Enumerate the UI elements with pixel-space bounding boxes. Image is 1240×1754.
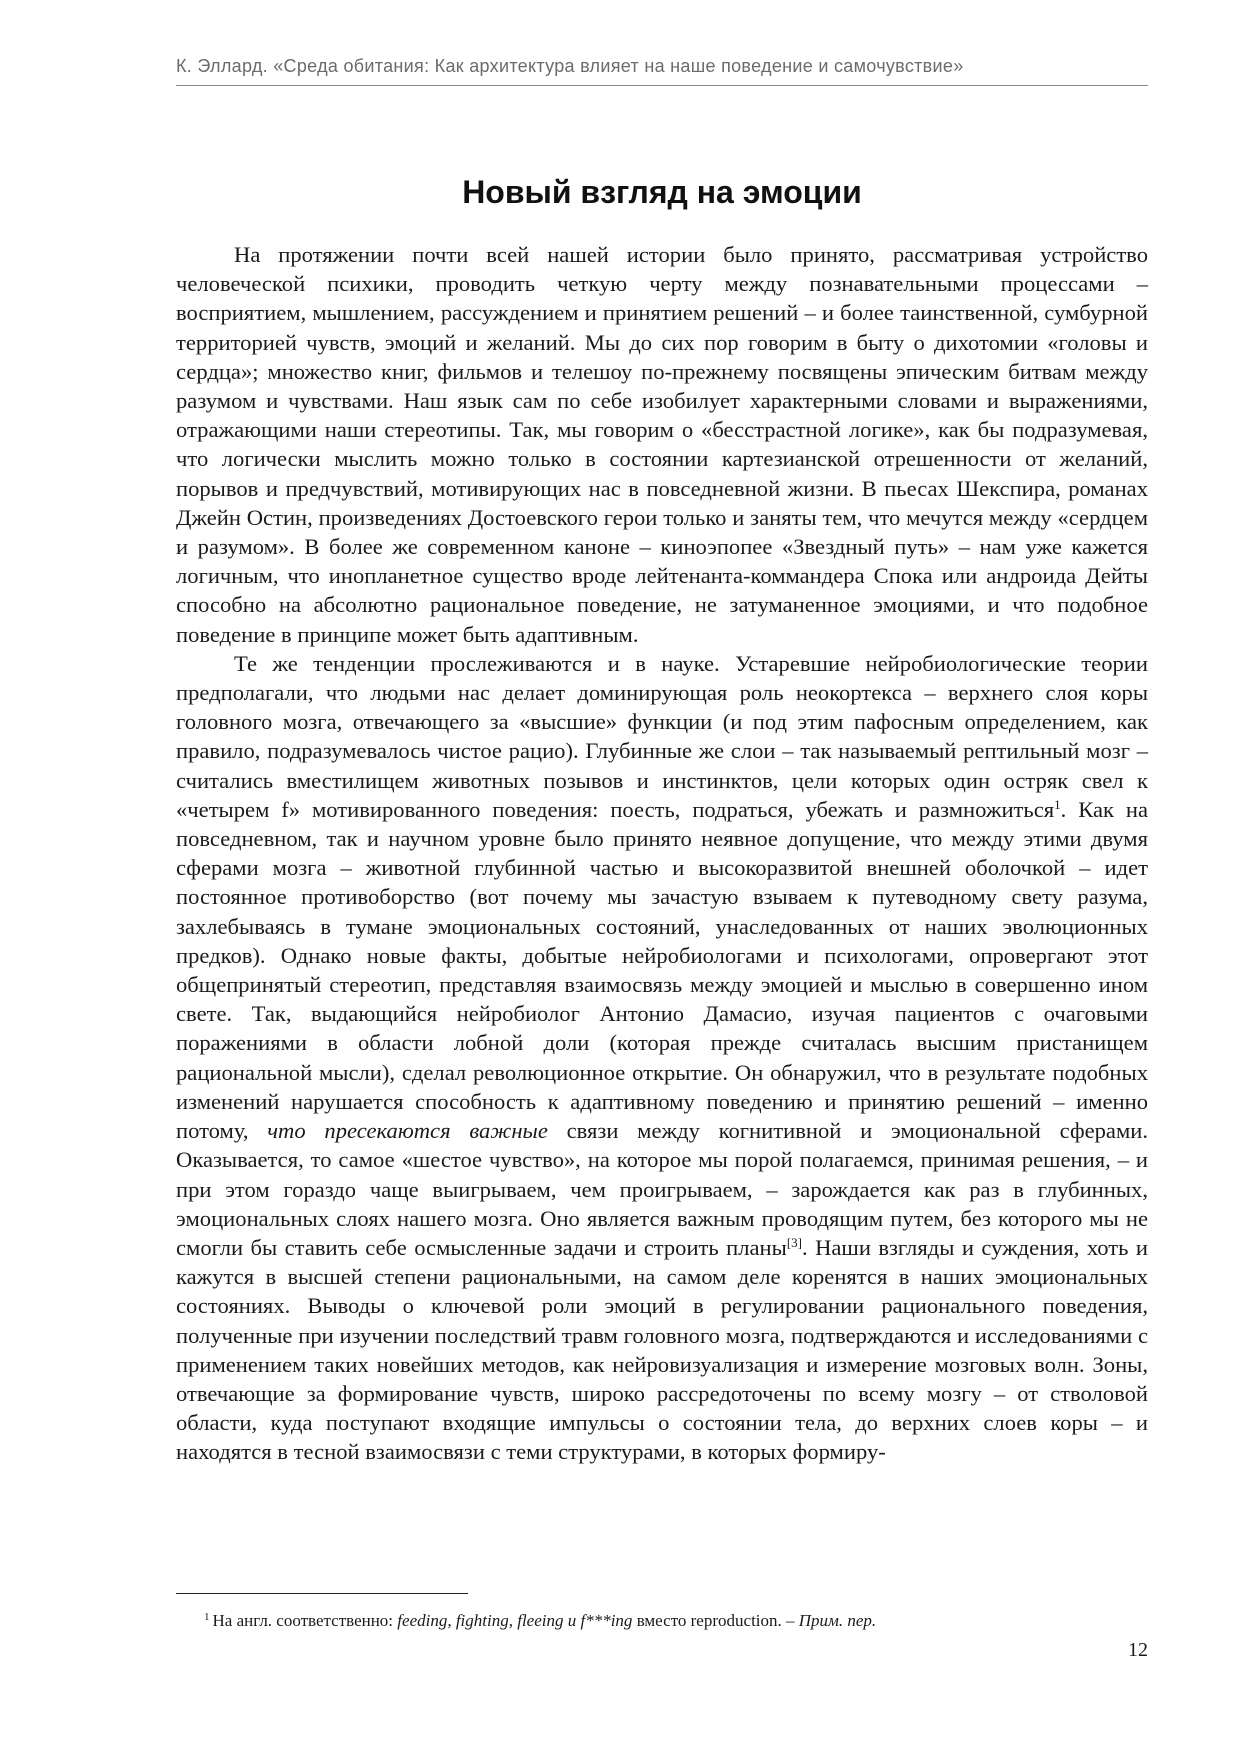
emphasis-text: что пресекаются важные [267,1118,548,1144]
footnote [204,1610,1144,1632]
paragraph-2-part-a: Те же тенденции прослеживаются и в науке. Устаревшие нейробиологические теории предполагали, что людьми нас делает доминирующая роль неокортекса – верхнего слоя коры головного мозга, отвечающего за «высшие» функции (и под этим пафосным определением, как правило, подразумевалось чистое рацио). Глубинные же слои – так называемый рептильный мозг – считались вместилищем животных позывов и инстинктов, цели которых один остряк свел к «четырем f» мотивированного поведения: поесть, подраться, убежать и размножиться [176,650,1148,822]
paragraph-1: На протяжении почти всей нашей истории было принято, рассматривая устройство человеческой психики, проводить четкую черту между познавательными процессами – восприятием, мышлением, рассуждением и принятием решений – и более таинственной, сумбурной территорией чувств, эмоций и желаний. Мы до сих пор говорим в быту о дихотомии «головы и сердца»; множество книг, фильмов и телешоу по-прежнему посвящены эпическим битвам между разумом и чувствами. Наш язык сам по себе изобилует характерными словами и выражениями, отражающими наши стереотипы. Так, мы говорим о «бесстрастной логике», как бы подразумевая, что логически мыслить можно только в состоянии картезианской отрешенности от желаний, порывов и предчувствий, мотивирующих нас в повседневной жизни. В пьесах Шекспира, романах Джейн Остин, произведениях Достоевского герои только и заняты тем, что мечутся между «сердцем и разумом». В более же современном каноне – киноэпопее «Звездный путь» – нам уже кажется логичным, что инопланетное существо вроде лейтенанта-коммандера Спока или андроида Дейты способно на абсолютно рациональное поведение, не затуманенное эмоциями, и что подобное поведение в принципе может быть адаптивным. [176,242,1148,647]
footnote-text-b: вместо reproduction. – [632,1611,799,1630]
paragraph-2-part-d: . Наши взгляды и суждения, хоть и кажутся в высшей степени рациональными, на самом деле коренятся в наших эмоциональных состояниях. Выводы о ключевой роли эмоций в регулировании рационального поведения, полученные при изучении последствий травм головного мозга, подтверждаются и исследованиями с применением таких новейших методов, как нейровизуализация и измерение мозговых волн. Зоны, отвечающие за формирование чувств, широко рассредоточены по всему мозгу – от стволовой области, куда поступают входящие импульсы о состоянии тела, до верхних слоев коры – и находятся в тесной взаимосвязи с теми структурами, в которых формиру- [176,1234,1148,1465]
body-text [176,240,1148,1467]
translator-note: Прим. пер. [798,1611,877,1630]
section-title: Новый взгляд на эмоции [462,174,862,210]
footnote-marker: 1 [204,1611,210,1623]
page-number: 12 [1128,1639,1148,1661]
citation-reference[interactable]: [3] [786,1234,802,1250]
paragraph-2 [176,649,1148,1467]
footnote-terms: feeding, fighting, fleeing и f***ing [397,1611,633,1630]
running-header: К. Эллард. «Среда обитания: Как архитектура влияет на наше поведение и самочувствие» [176,56,964,76]
paragraph-2-part-b: . Как на повседневном, так и научном уровне было принято неявное допущение, что между этими двумя сферами мозга – животной глубинной частью и высокоразвитой внешней оболочкой – идет постоянное противоборство (вот почему мы зачастую взываем к путеводному свету разума, захлебываясь в тумане эмоциональных состояний, унаследованных от наших эволюционных предков). Однако новые факты, добытые нейробиологами и психологами, опровергают этот общепринятый стереотип, представляя взаимосвязь между эмоцией и мыслью в совершенно ином свете. Так, выдающийся нейробиолог Антонио Дамасио, изучая пациентов с очаговыми поражениями в области лобной доли (которая прежде считалась высшим пристанищем рациональной мысли), сделал революционное открытие. Он обнаружил, что в результате подобных изменений нарушается способность к адаптивному поведению и принятию решений – именно потому, [176,796,1149,1144]
footnote-reference[interactable]: 1 [1054,796,1061,812]
footnote-divider [176,1593,468,1594]
header-divider [176,85,1148,86]
footnote-text-a: На англ. соответственно: [212,1611,398,1630]
paragraph-2-part-c: связи между когнитивной и эмоциональной сферами. Оказывается, то самое «шестое чувство», на которое мы порой полагаемся, принимая решения, – и при этом гораздо чаще выигрываем, чем проигрываем, – зарождается как раз в глубинных, эмоциональных слоях нашего мозга. Оно является важным проводящим путем, без которого мы не смогли бы ставить себе осмысленные задачи и строить планы [176,1118,1148,1260]
